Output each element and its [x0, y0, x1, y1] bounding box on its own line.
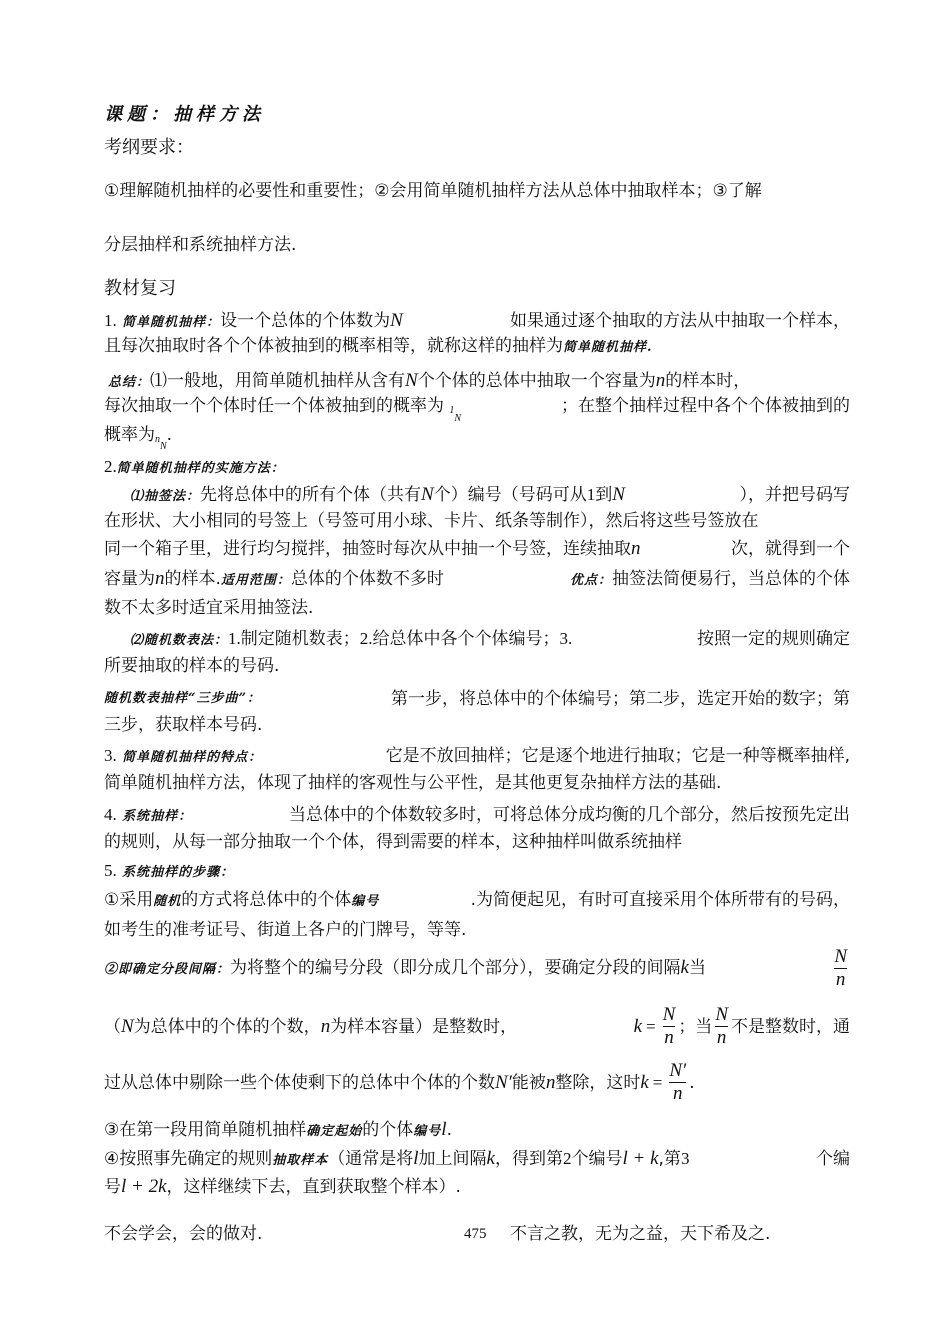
s1-number: 1. — [104, 311, 117, 330]
s1-line-1 — [104, 310, 850, 334]
fraction-N-over-n — [834, 946, 847, 991]
step4-text-a: ④按照事先确定的规则 — [104, 1149, 273, 1169]
var-N: N — [405, 370, 418, 391]
var-n: n — [655, 370, 666, 391]
step1-text-c: .为简便起见，有时可直接采用个体所带有的号码， — [470, 890, 850, 910]
step4-line-1 — [104, 1148, 850, 1172]
s4-line-2: 的规则，从每一部分抽取一个个体，得到需要的样本，这种抽样叫做系统抽样 — [104, 832, 682, 852]
fraction-denominator: n — [673, 1083, 683, 1104]
step3-emphasis-a: 确定起始 — [306, 1124, 363, 1139]
summary-text-c: 的样本时， — [665, 371, 751, 391]
step-number: 2. — [359, 629, 373, 648]
step1-text-a: ①采用 — [104, 890, 154, 910]
step2-text-c: （ — [104, 1016, 121, 1037]
lottery-text-e: 同一个箱子里，进行均匀搅拌，抽签时每次从中抽一个号签，连续抽取 — [104, 539, 631, 559]
s2-title: 简单随机抽样的实施方法： — [116, 461, 285, 476]
random-table-line-2: 所要抽取的样本的号码. — [104, 656, 280, 676]
three-steps-line-2: 三步，获取样本号码. — [104, 715, 263, 735]
footer-left-motto: 不会学会，会的做对. — [104, 1224, 263, 1244]
requirements-line-1: ①理解随机抽样的必要性和重要性；②会用简单随机抽样方法从总体中抽取样本；③了解 — [104, 181, 762, 201]
summary-text-d: 每次抽取一个个体时任一个体被抽到的概率为 — [104, 396, 444, 416]
lottery-line-1 — [104, 484, 850, 508]
expr-l-plus-2k: l + 2k — [121, 1176, 167, 1197]
s3-title: 简单随机抽样的特点： — [122, 750, 263, 765]
var-l: l — [413, 1148, 419, 1169]
prob-numerator: n — [155, 434, 160, 445]
step2-text-j: 整除，这时 — [555, 1072, 641, 1093]
lottery-line-2: 在形状、大小相同的号签上（号签可用小球、卡片、纸条等制作），然后将这些号签放在 — [104, 511, 759, 531]
step2-line-3 — [104, 1060, 695, 1105]
fraction-denominator: n — [716, 1027, 727, 1048]
var-N: N — [390, 310, 403, 331]
summary-text-b: 个个体的总体中抽取一个容量为 — [417, 371, 656, 391]
fraction-numerator: N — [715, 1004, 728, 1025]
var-N: N — [421, 484, 434, 505]
three-steps-label: 随机数表抽样“三步曲”： — [104, 691, 261, 706]
var-n: n — [320, 1015, 331, 1037]
s4-text-a: 当总体中的个体数较多时，可将总体分成均衡的几个部分，然后按预先定出 — [289, 805, 850, 825]
step4-text-i: ，这样继续下去，直到获取整个样本）. — [166, 1177, 461, 1197]
step3-text-c: . — [446, 1120, 452, 1140]
step2-text-h: 过从总体中剔除一些个体使剩下的总体中个体的个数 — [104, 1072, 495, 1093]
requirements-line-2: 分层抽样和系统抽样方法. — [104, 235, 297, 255]
var-k: k — [633, 1015, 643, 1037]
lottery-text-f: 次，就得到一个 — [731, 539, 850, 559]
step2-text-a: 为将整个的编号分段（即分成几个部分），要确定分段的间隔 — [230, 957, 681, 978]
summary-line-3 — [104, 424, 173, 452]
step4-text-h: 号 — [104, 1177, 121, 1197]
prob-denominator: N — [160, 441, 167, 452]
var-k: k — [486, 1148, 495, 1169]
fraction-denominator: n — [664, 1027, 674, 1048]
lottery-text-j: 抽签法简便易行，当总体的个体 — [612, 569, 850, 589]
step4-text-d: ，得到第 — [494, 1149, 563, 1169]
fraction-N-over-n — [663, 1004, 676, 1049]
var-k: k — [680, 956, 689, 978]
fraction-N-over-n — [715, 1004, 728, 1049]
step3-emphasis-b: 编号 — [413, 1124, 442, 1139]
random-table-label: ⑵随机数表法： — [130, 633, 229, 648]
var-N-prime: N′ — [495, 1071, 512, 1093]
summary-text-a: ⑴一般地，用简单随机抽样从含有 — [150, 371, 406, 391]
equals-sign: = — [652, 1072, 663, 1092]
s3-line-2: 简单随机抽样方法，体现了抽样的客观性与公平性，是其他更复杂抽样方法的基础. — [104, 773, 722, 793]
s1-line-2 — [104, 335, 653, 359]
num-three: 3 — [680, 1149, 690, 1168]
s5-number: 5. — [104, 861, 117, 880]
title-text: 抽样方法 — [173, 104, 265, 125]
advantage-label: 优点： — [569, 573, 612, 588]
lottery-text-i: 总体的个体数不多时 — [290, 569, 444, 589]
page-number: 475 — [464, 1226, 487, 1242]
step4-emphasis: 抽取样本 — [272, 1153, 329, 1168]
s3-number: 3. — [104, 746, 117, 765]
summary-label: 总结： — [108, 375, 151, 390]
var-n: n — [631, 538, 641, 559]
summary-text-f: 概率为 — [104, 425, 155, 445]
s4-number: 4. — [104, 805, 117, 824]
summary-text-e: ；在整个抽样过程中各个个体被抽到的 — [561, 396, 850, 416]
step2-label: ②即确定分段间隔： — [104, 961, 231, 977]
step3-text-b: 的个体 — [362, 1120, 414, 1140]
s2-heading — [104, 456, 285, 480]
s1-text-b: 如果通过逐个抽取的方法从中抽取一个样本， — [510, 311, 850, 331]
random-table-text-c: 按照一定的规则确定 — [697, 629, 850, 649]
lesson-title — [104, 103, 265, 126]
lottery-text-g: 容量为 — [104, 569, 155, 589]
step1-emphasis-a: 随机 — [153, 894, 182, 909]
step2-line-1 — [104, 946, 850, 991]
review-heading: 教材复习 — [104, 278, 176, 299]
summary-line-1 — [104, 370, 850, 394]
step4-line-2 — [104, 1176, 461, 1198]
s2-number: 2. — [104, 457, 117, 476]
summary-line-2 — [104, 395, 850, 424]
three-steps-text-a: 第一步，将总体中的个体编号；第二步，选定开始的数字；第 — [391, 689, 850, 709]
s1-text-c: 且每次抽取时各个个体被抽到的概率相等，就称这样的抽样为 — [104, 336, 563, 356]
summary-text-g: . — [166, 425, 173, 445]
s1-term: 简单随机抽样. — [563, 340, 653, 355]
footer-right-motto: 不言之教，无为之益，天下希及之. — [510, 1224, 771, 1244]
step2-text-b: 当 — [688, 957, 706, 978]
step-number: 1. — [228, 629, 241, 648]
step2-text-k: . — [689, 1072, 695, 1093]
step2-line-2 — [104, 1004, 850, 1049]
title-label: 课题： — [104, 104, 173, 125]
step3-line — [104, 1119, 452, 1143]
equals-sign: = — [646, 1016, 656, 1036]
lottery-line-4 — [104, 568, 850, 592]
lottery-text-h: 的样本. — [164, 569, 221, 589]
step1-emphasis-b: 编号 — [351, 894, 380, 909]
s5-heading — [104, 860, 234, 884]
random-table-line-1 — [104, 628, 850, 652]
prob-numerator: 1 — [449, 405, 455, 416]
var-k: k — [640, 1071, 649, 1093]
s1-title: 简单随机抽样： — [122, 315, 221, 330]
three-steps-line-1 — [104, 688, 850, 710]
s5-title: 系统抽样的步骤： — [122, 865, 235, 880]
var-n: n — [155, 568, 165, 589]
fraction-N-prime-over-n — [669, 1060, 686, 1105]
lottery-text-a: 先将总体中的所有个体（共有 — [200, 485, 422, 505]
var-n: n — [545, 1071, 556, 1093]
fraction-numerator: N — [834, 946, 847, 967]
s1-text-a: 设一个总体的个体数为 — [220, 311, 391, 331]
fraction-numerator: N′ — [669, 1060, 687, 1081]
lottery-text-c: 到 — [595, 485, 613, 505]
step4-text-f: ,第 — [658, 1149, 681, 1169]
step2-text-e: 为样本容量）是整数时， — [330, 1016, 518, 1037]
step1-text-b: 的方式将总体中的个体 — [181, 890, 352, 910]
var-N: N — [612, 484, 625, 505]
step2-text-d: 为总体中的个体的个数， — [133, 1016, 321, 1037]
step1-line-1 — [104, 889, 850, 913]
scope-label: 适用范围： — [220, 573, 291, 588]
expr-l-plus-k: l + k — [622, 1148, 659, 1169]
s3-line-1 — [104, 745, 850, 769]
random-table-text-b: 给总体中各个个体编号； — [372, 629, 560, 649]
fraction-denominator: n — [835, 969, 846, 990]
var-l: l — [441, 1119, 447, 1140]
lottery-label: ⑴抽签法： — [130, 489, 201, 504]
step2-text-g: 不是整数时，通 — [731, 1016, 850, 1037]
lottery-text-d: ），并把号码写 — [739, 485, 850, 505]
prob-denominator: N — [454, 413, 462, 424]
step4-text-e: 个编号 — [571, 1149, 623, 1169]
s4-title: 系统抽样： — [122, 809, 193, 824]
lottery-text-b: 个）编号（号码可从 — [433, 485, 587, 505]
step4-text-c: 加上间隔 — [418, 1149, 487, 1169]
step1-line-2: 如考生的准考证号、街道上各户的门牌号，等等. — [104, 920, 467, 940]
var-N: N — [121, 1015, 134, 1037]
lottery-line-3 — [104, 538, 850, 560]
lottery-line-5: 数不太多时适宜采用抽签法. — [104, 598, 314, 618]
requirements-heading: 考纲要求： — [104, 137, 194, 158]
step2-text-i: 能被 — [511, 1072, 546, 1093]
step4-text-g: 个编 — [816, 1149, 850, 1169]
num-two: 2 — [562, 1149, 572, 1168]
step3-text-a: ③在第一段用简单随机抽样 — [104, 1120, 307, 1140]
step4-text-b: （通常是将 — [328, 1149, 414, 1169]
step-number: 3. — [559, 629, 573, 648]
random-table-text-a: 制定随机数表； — [240, 629, 360, 649]
s3-text-a: 它是不放回抽样；它是逐个地进行抽取；它是一种等概率抽样, — [385, 746, 850, 766]
fraction-numerator: N — [662, 1004, 676, 1025]
step2-text-f: ；当 — [678, 1016, 713, 1037]
s4-line-1 — [104, 804, 850, 828]
num-one: 1 — [586, 485, 596, 504]
